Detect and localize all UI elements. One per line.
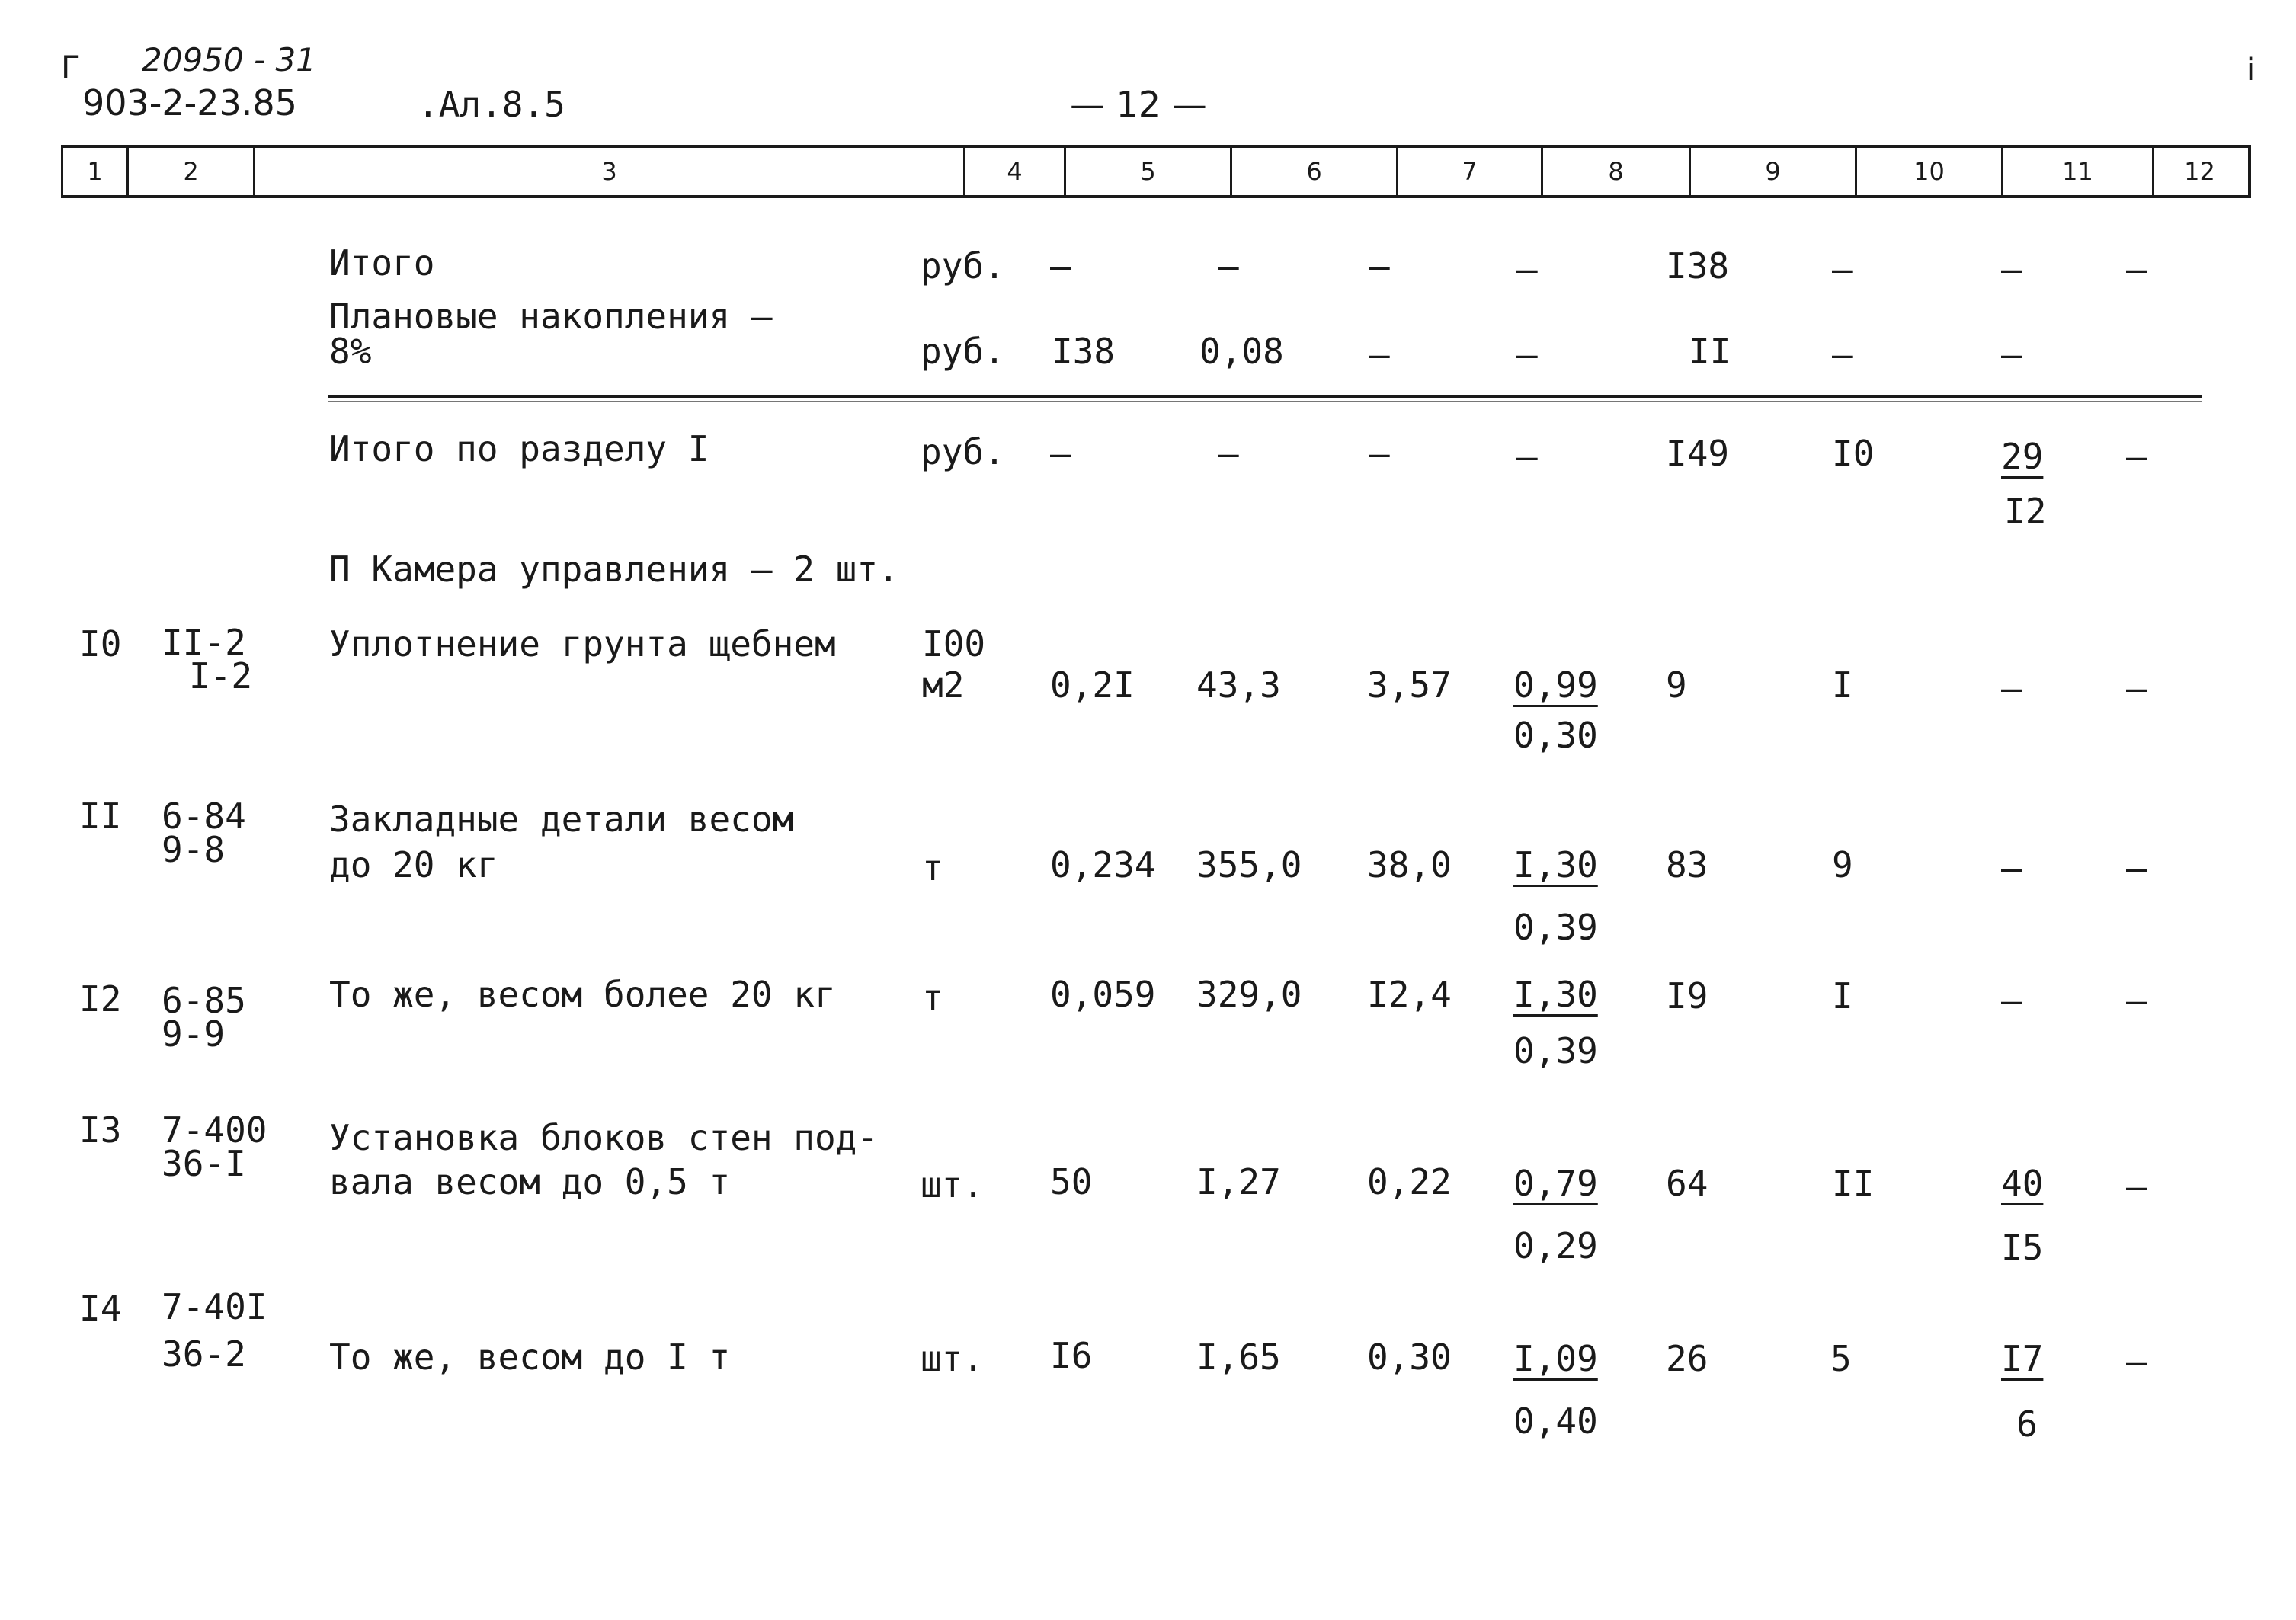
col10: II — [1832, 1163, 1875, 1204]
col8-top: 0,99 — [1513, 664, 1598, 706]
col11-top: 29 — [2001, 436, 2044, 477]
col8-top: I,30 — [1513, 844, 1598, 885]
unit: т — [922, 977, 943, 1018]
section-title: П Камера управления – 2 шт. — [329, 549, 899, 590]
col8: – — [1516, 248, 1538, 290]
unit-top: I00 — [922, 623, 986, 664]
col9: 26 — [1666, 1338, 1708, 1379]
col5: 0,234 — [1050, 844, 1156, 885]
col6: I,27 — [1196, 1161, 1281, 1202]
col8-bottom: 0,29 — [1513, 1225, 1598, 1266]
col11-top: I7 — [2001, 1338, 2044, 1379]
col11: – — [2001, 847, 2022, 888]
unit: шт. — [921, 1338, 985, 1379]
norm-code-bottom: 9-8 — [162, 829, 226, 870]
col10: 9 — [1832, 844, 1853, 885]
row-number: I2 — [79, 978, 122, 1020]
row-number: I0 — [79, 623, 122, 664]
norm-code-bottom: I-2 — [189, 655, 253, 696]
norm-code-top: II-2 — [162, 622, 246, 663]
col9: 9 — [1666, 664, 1687, 706]
project-code: 903-2-23.85 — [82, 82, 297, 123]
norm-code-bottom: 9-9 — [162, 1013, 226, 1055]
row-label: Итого по разделу I — [329, 428, 709, 469]
unit: руб. — [921, 331, 1005, 372]
column-header: 2 — [126, 148, 253, 195]
unit: т — [922, 847, 943, 888]
col12: – — [2126, 436, 2147, 477]
column-header: 3 — [253, 148, 963, 195]
col10: – — [1832, 248, 1853, 290]
col11-bottom: 6 — [2016, 1404, 2038, 1445]
col7: 3,57 — [1367, 664, 1452, 706]
col6: – — [1218, 245, 1239, 287]
col12: – — [2126, 668, 2147, 709]
description: Уплотнение грунта щебнем — [329, 623, 836, 664]
unit: шт. — [921, 1164, 985, 1205]
row-label-percent: 8% — [329, 331, 372, 372]
col8-bottom: 0,40 — [1513, 1401, 1598, 1442]
column-header: 9 — [1689, 148, 1855, 195]
col6: 0,08 — [1199, 331, 1284, 372]
column-header-row — [61, 145, 2251, 198]
norm-code-top: 6-84 — [162, 796, 246, 837]
description-line1: Установка блоков стен под- — [329, 1117, 879, 1158]
col8-top: 0,79 — [1513, 1163, 1598, 1204]
unit: руб. — [921, 245, 1005, 287]
column-header: 7 — [1396, 148, 1541, 195]
col7: 0,22 — [1367, 1161, 1452, 1202]
col12: – — [2126, 1166, 2147, 1207]
row-label: Плановые накопления – — [329, 296, 773, 337]
col8-top: I,09 — [1513, 1338, 1598, 1379]
col9: II — [1689, 331, 1731, 372]
description-line2: до 20 кг — [329, 844, 498, 885]
row-label: Итого — [329, 242, 435, 283]
col11: – — [2001, 980, 2022, 1021]
col5: – — [1050, 433, 1071, 474]
col9: I38 — [1666, 245, 1730, 287]
col11: – — [2001, 668, 2022, 709]
col6: I,65 — [1196, 1337, 1281, 1378]
col5: 0,2I — [1050, 664, 1135, 706]
description-line1: Закладные детали весом — [329, 799, 794, 840]
col12: – — [2126, 248, 2147, 290]
col8-bottom: 0,39 — [1513, 907, 1598, 948]
description: То же, весом до I т — [329, 1337, 731, 1378]
column-header: 1 — [61, 148, 126, 195]
col5: 50 — [1050, 1161, 1093, 1202]
col12: – — [2126, 847, 2147, 888]
norm-code-top: 6-85 — [162, 980, 246, 1021]
col11-top: 40 — [2001, 1163, 2044, 1204]
col6: – — [1218, 433, 1239, 474]
col11: – — [2001, 248, 2022, 290]
separator-rule — [328, 395, 2202, 398]
norm-code-top: 7-40I — [162, 1286, 267, 1327]
col8-bottom: 0,39 — [1513, 1030, 1598, 1071]
column-header: 5 — [1064, 148, 1230, 195]
col11-bottom: I5 — [2001, 1227, 2044, 1268]
page-number: — 12 — — [1070, 84, 1207, 125]
right-mark: i — [2246, 53, 2256, 88]
col10: I0 — [1832, 433, 1875, 474]
corner-mark: Г — [61, 49, 81, 86]
col10: – — [1832, 334, 1853, 375]
col5: 0,059 — [1050, 974, 1156, 1015]
col6: 355,0 — [1196, 844, 1302, 885]
col7: 38,0 — [1367, 844, 1452, 885]
unit-bottom: м2 — [922, 664, 965, 706]
col12: – — [2126, 980, 2147, 1021]
col9: I9 — [1666, 975, 1708, 1017]
row-number: I3 — [79, 1109, 122, 1151]
column-header: 4 — [963, 148, 1064, 195]
col10: I — [1832, 664, 1853, 706]
col9: 64 — [1666, 1163, 1708, 1204]
col7: – — [1369, 334, 1390, 375]
norm-code-bottom: 36-I — [162, 1143, 246, 1184]
col6: 43,3 — [1196, 664, 1281, 706]
row-number: II — [79, 796, 122, 837]
column-header: 12 — [2152, 148, 2245, 195]
col6: 329,0 — [1196, 974, 1302, 1015]
col5: – — [1050, 245, 1071, 287]
col5: I38 — [1052, 331, 1116, 372]
col11-bottom: I2 — [2004, 491, 2047, 532]
album-number: .Ал.8.5 — [418, 84, 565, 125]
col9: 83 — [1666, 844, 1708, 885]
unit: руб. — [921, 431, 1005, 472]
col11: – — [2001, 334, 2022, 375]
col8-bottom: 0,30 — [1513, 715, 1598, 756]
col8: – — [1516, 436, 1538, 477]
col9: I49 — [1666, 433, 1730, 474]
column-header: 8 — [1541, 148, 1689, 195]
col12: – — [2126, 1341, 2147, 1382]
description: То же, весом более 20 кг — [329, 974, 836, 1015]
col7: 0,30 — [1367, 1337, 1452, 1378]
col7: – — [1369, 245, 1390, 287]
separator-rule — [328, 401, 2202, 402]
row-number: I4 — [79, 1288, 122, 1329]
column-header: 10 — [1855, 148, 2001, 195]
col8: – — [1516, 334, 1538, 375]
col7: I2,4 — [1367, 974, 1452, 1015]
col8-top: I,30 — [1513, 974, 1598, 1015]
col10: I — [1832, 975, 1853, 1017]
column-header: 6 — [1230, 148, 1396, 195]
description-line2: вала весом до 0,5 т — [329, 1161, 731, 1202]
norm-code-top: 7-400 — [162, 1109, 267, 1151]
norm-code-bottom: 36-2 — [162, 1333, 246, 1375]
column-header: 11 — [2001, 148, 2152, 195]
col10: 5 — [1830, 1338, 1852, 1379]
handwritten-code: 20950 - 31 — [142, 41, 316, 78]
col7: – — [1369, 433, 1390, 474]
col5: I6 — [1050, 1335, 1093, 1376]
